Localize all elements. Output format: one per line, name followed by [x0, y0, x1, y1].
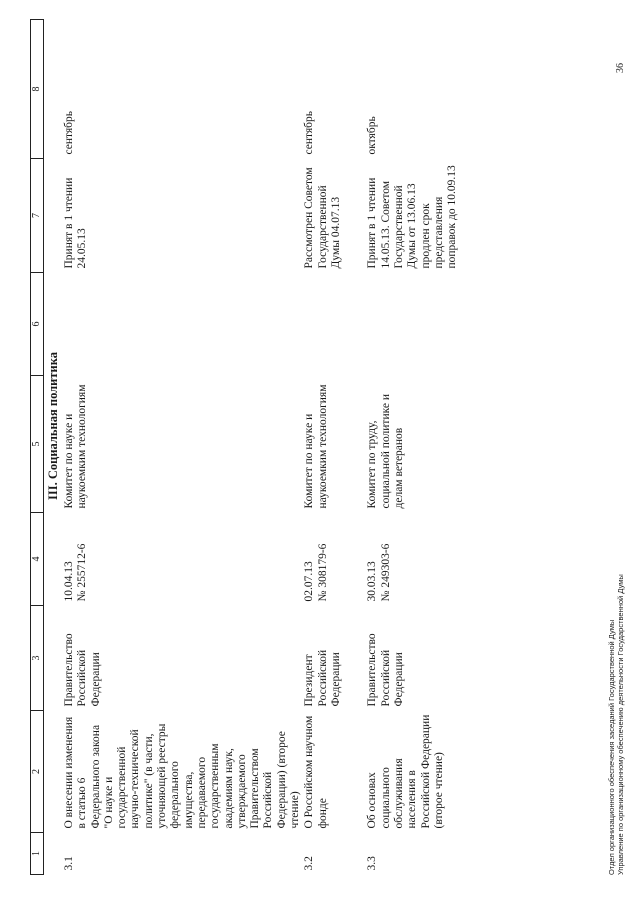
bill-month: сентябрь — [303, 110, 316, 155]
table-row — [365, 20, 459, 875]
bill-registration — [62, 513, 302, 606]
column-number: 4 — [31, 513, 44, 606]
bill-column-6 — [365, 273, 459, 376]
legislation-table — [30, 19, 459, 875]
section-row — [44, 20, 63, 875]
bill-title: О Российском научном фонде — [303, 715, 329, 829]
table-row — [302, 20, 365, 875]
column-number: 3 — [31, 606, 44, 711]
bill-number: № 255712-6 — [76, 543, 89, 602]
table-row — [62, 20, 302, 875]
bill-initiator: Правительство Российской Федерации — [366, 633, 405, 707]
page-number: 36 — [615, 63, 626, 73]
footer — [607, 574, 625, 875]
bill-month: октябрь — [366, 116, 379, 155]
bill-registration — [365, 513, 459, 606]
bill-committee: Комитет по науке и наукоемким технологиям — [303, 384, 329, 509]
bill-status: Рассмотрен Советом Государственной Думы 04.07.13 — [303, 167, 342, 269]
bill-date: 10.04.13 — [63, 561, 75, 602]
bill-initiator: Президент Российской Федерации — [303, 649, 342, 707]
bill-status: Принят в 1 чтении 14.05.13. Советом Государственной Думы от 13.06.13 продлен срок представления поправок до 10.09.13 — [366, 165, 459, 269]
section-title: III. Социальная политика — [46, 352, 60, 500]
bill-status: Принят в 1 чтении 24.05.13 — [63, 177, 89, 269]
bill-column-6 — [62, 273, 302, 376]
bill-date: 02.07.13 — [303, 561, 316, 602]
column-number: 7 — [31, 159, 44, 273]
row-number: 3.2 — [303, 856, 316, 871]
bill-title: О внесении изменения в статью 6 Федерального закона "О науке и государственной научно-технической политике" (в части, уточняющей реестры федерального имущества, передаваемого государственным академиям наук, утверждаемого Правительством Российской Федерации) (второе чтение) — [63, 716, 302, 829]
footer-line-2: Управление по организационному обеспечению деятельности Государственной Думы — [616, 574, 625, 875]
row-number: 3.1 — [63, 856, 75, 871]
column-number: 2 — [31, 711, 44, 833]
bill-month: сентябрь — [63, 110, 75, 155]
bill-number: № 308179-6 — [316, 543, 329, 602]
column-number: 8 — [31, 20, 44, 159]
bill-date: 30.03.13 — [366, 561, 379, 602]
column-number: 5 — [31, 376, 44, 513]
bill-title: Об основах социального обслуживания населения в Российской Федерации (второе чтение) — [366, 714, 445, 829]
bill-column-6 — [302, 273, 365, 376]
bill-registration — [302, 513, 365, 606]
footer-line-1: Отдел организационного обеспечения заседаний Государственной Думы — [607, 619, 616, 875]
bill-committee: Комитет по науке и наукоемким технологиям — [63, 384, 89, 509]
column-number: 6 — [31, 273, 44, 376]
bill-committee: Комитет по труду, социальной политике и делам ветеранов — [366, 393, 405, 509]
row-number: 3.3 — [366, 856, 379, 871]
bill-initiator: Правительство Российской Федерации — [63, 633, 102, 707]
column-number: 1 — [31, 833, 44, 875]
bill-number: № 249303-6 — [379, 543, 392, 602]
column-number-row — [31, 20, 44, 875]
